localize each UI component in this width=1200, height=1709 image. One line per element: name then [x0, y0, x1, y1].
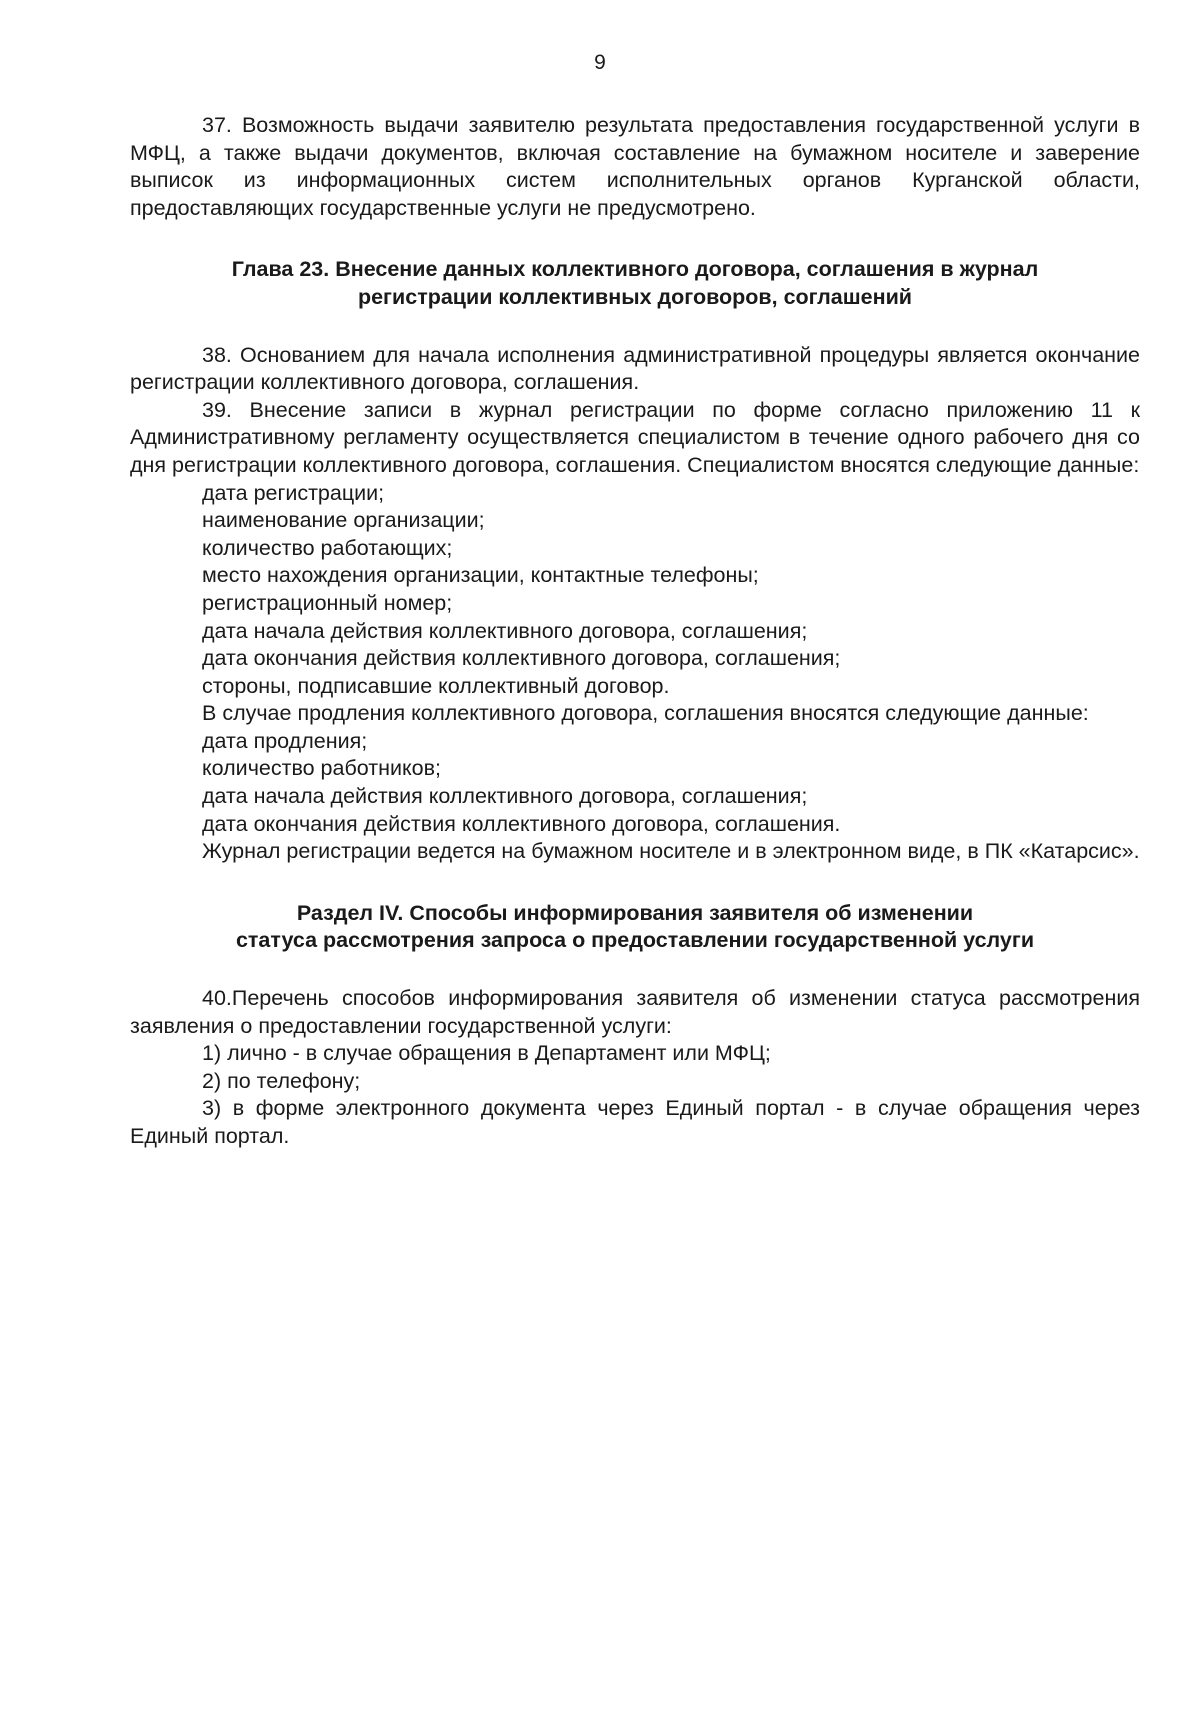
paragraph-39: 39. Внесение записи в журнал регистрации по форме согласно приложению 11 к Административному регламенту осуществляется специалистом в течение одного рабочего дня со дня регистрации коллективного договора, соглашения. Специалистом вносятся следующие данные:	[130, 397, 1140, 477]
list-item: дата продления;	[202, 728, 368, 753]
list-item: дата начала действия коллективного договора, соглашения;	[202, 784, 808, 809]
chapter-23-heading	[130, 256, 1140, 311]
section-4-heading	[130, 900, 1140, 955]
journal-note: Журнал регистрации ведется на бумажном носителе и в электронном виде, в ПК «Катарсис».	[202, 839, 1140, 864]
chapter-23-heading-line-1: Глава 23. Внесение данных коллективного договора, соглашения в журнал	[231, 257, 1039, 282]
list-item: дата окончания действия коллективного договора, соглашения;	[202, 646, 841, 671]
list-item: дата начала действия коллективного договора, соглашения;	[202, 618, 808, 643]
list-item: 2) по телефону;	[202, 1068, 361, 1093]
list-item: дата окончания действия коллективного договора, соглашения.	[202, 811, 841, 836]
document-body	[130, 112, 1140, 1151]
list-extension	[130, 728, 1140, 838]
paragraph-37: 37. Возможность выдачи заявителю результата предоставления государственной услуги в МФЦ, а также выдачи документов, включая составление на бумажном носителе и заверение выписок из информационных систем исполнительных органов Курганской области, предоставляющих государственные услуги не предусмотрено.	[130, 113, 1140, 220]
paragraph-40: 40.Перечень способов информирования заявителя об изменении статуса рассмотрения заявления о предоставлении государственной услуги:	[130, 986, 1140, 1038]
list-item: регистрационный номер;	[202, 590, 453, 615]
list-item: наименование организации;	[202, 508, 485, 533]
section-4-heading-line-1: Раздел IV. Способы информирования заявителя об изменении	[296, 900, 974, 925]
list-item: 1) лично - в случае обращения в Департамент или МФЦ;	[202, 1041, 771, 1066]
list-item: количество работников;	[202, 756, 441, 781]
list-item: место нахождения организации, контактные телефоны;	[202, 563, 759, 588]
paragraph-38: 38. Основанием для начала исполнения административной процедуры является окончание регистрации коллективного договора, соглашения.	[130, 342, 1140, 395]
extension-intro: В случае продления коллективного договора, соглашения вносятся следующие данные:	[202, 701, 1089, 726]
list-item: количество работающих;	[202, 535, 453, 560]
section-4-heading-line-2: статуса рассмотрения запроса о предоставлении государственной услуги	[235, 928, 1035, 953]
list-item: дата регистрации;	[202, 480, 385, 505]
chapter-23-heading-line-2: регистрации коллективных договоров, соглашений	[357, 284, 913, 309]
list-39	[130, 480, 1140, 701]
list-40	[130, 1040, 1140, 1150]
list-item: стороны, подписавшие коллективный договор.	[202, 673, 670, 698]
list-item: 3) в форме электронного документа через Единый портал - в случае обращения через Единый портал.	[130, 1096, 1140, 1148]
page-number: 9	[594, 51, 606, 74]
